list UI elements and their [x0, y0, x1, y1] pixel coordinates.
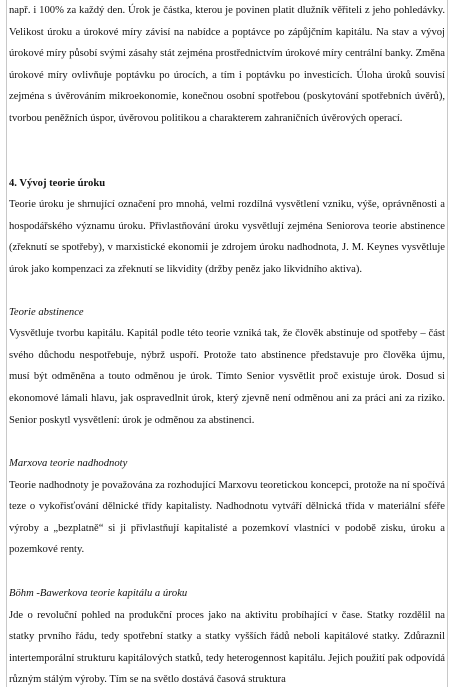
subsection-text-marx: Teorie nadhodnoty je považována za rozhodující Marxovu teoretickou koncepci, protože na ní spočívá teze o vykořisťování dělnické třídy kapitalisty. Nadhodnotu vytváří dělnická třída v materiální sféře výroby a „bezplatně“ si ji přivlastňují kapitalisté a pozemkoví vlastníci v podobě zisku, úroku a pozemkové renty. [9, 479, 445, 556]
intro-paragraph: např. i 100% za každý den. Úrok je částka, kterou je povinen platit dlužník věřiteli z jeho pohledávky. Velikost úroku a úrokové míry závisí na nabídce a poptávce po zápůjčním kapitálu. Na stav a vývoj úrokové míry působí svými zásahy stát zejména prostřednictvím úrokové míry centrální banky. Změna úrokové míry ovlivňuje poptávku po úrocích, a tím i poptávku po investicích. Úloha úroků souvisí zejména s úvěrováním mikroekonomie, konečnou osobní spotřebou (poskytování spotřebních úvěrů), tvorbou peněžních úspor, úvěrovou politikou a charakterem zahraničních úvěrových operací. [9, 5, 445, 124]
page-right-border [447, 0, 448, 687]
section-paragraph: Teorie úroku je shrnující označení pro mnohá, velmi rozdílná vysvětlení vzniku, výše, oprávněnosti a hospodářského významu úroku. Přivlastňování úroku vysvětlují zejména Seniorova teorie abstinence (zřeknutí se spotřeby), v marxistické ekonomii je zdrojem úroku nadhodnota, J. M. Keynes vysvětluje úrok jako kompenzaci za zřeknutí se likvidity (držby peněz jako likvidního aktiva). [9, 199, 445, 275]
subsection-title-abstinence: Teorie abstinence [9, 306, 84, 318]
paragraph-spacer [9, 561, 445, 583]
subsection-text-abstinence: Vysvětluje tvorbu kapitálu. Kapitál podle této teorie vzniká tak, že člověk abstinuje od spotřeby – část svého důchodu nespotřebuje, nýbrž uspoří. Protože tato abstinence představuje pro člověka újmu, musí být odměněna a touto odměnou je úrok. Tímto Senior vysvětlit proč existuje úrok. Dosud si ekonomové lámali hlavu, jak ospravedlnit úrok, který zjevně není odměnou ani za práci ani za riziko. Senior poskytl vysvětlení: úrok je odměnou za abstinenci. [9, 328, 445, 426]
paragraph-spacer [9, 431, 445, 453]
subsection-title-bohm-bawerk: Böhm -Bawerkova teorie kapitálu a úroku [9, 588, 188, 600]
subsection-title-marx: Marxova teorie nadhodnoty [9, 458, 128, 470]
page-left-border [6, 0, 7, 687]
paragraph-spacer [9, 130, 445, 173]
subsection-text-bohm-bawerk: Jde o revoluční pohled na produkční proces jako na aktivitu probíhající v čase. Statky rozdělil na statky prvního řádu, tedy spotřební statky a statky vyšších řádů neboli kapitálové statky. Zdůraznil intertemporální strukturu kapitálových statků, tedy heterogennost kapitálu. Jejich použití pak odpovídá různým stálým výroby. Tím se na světlo dostává časová struktura [9, 609, 446, 686]
document-content [9, 0, 445, 691]
section-heading: 4. Vývoj teorie úroku [9, 177, 106, 189]
paragraph-spacer [9, 281, 445, 302]
